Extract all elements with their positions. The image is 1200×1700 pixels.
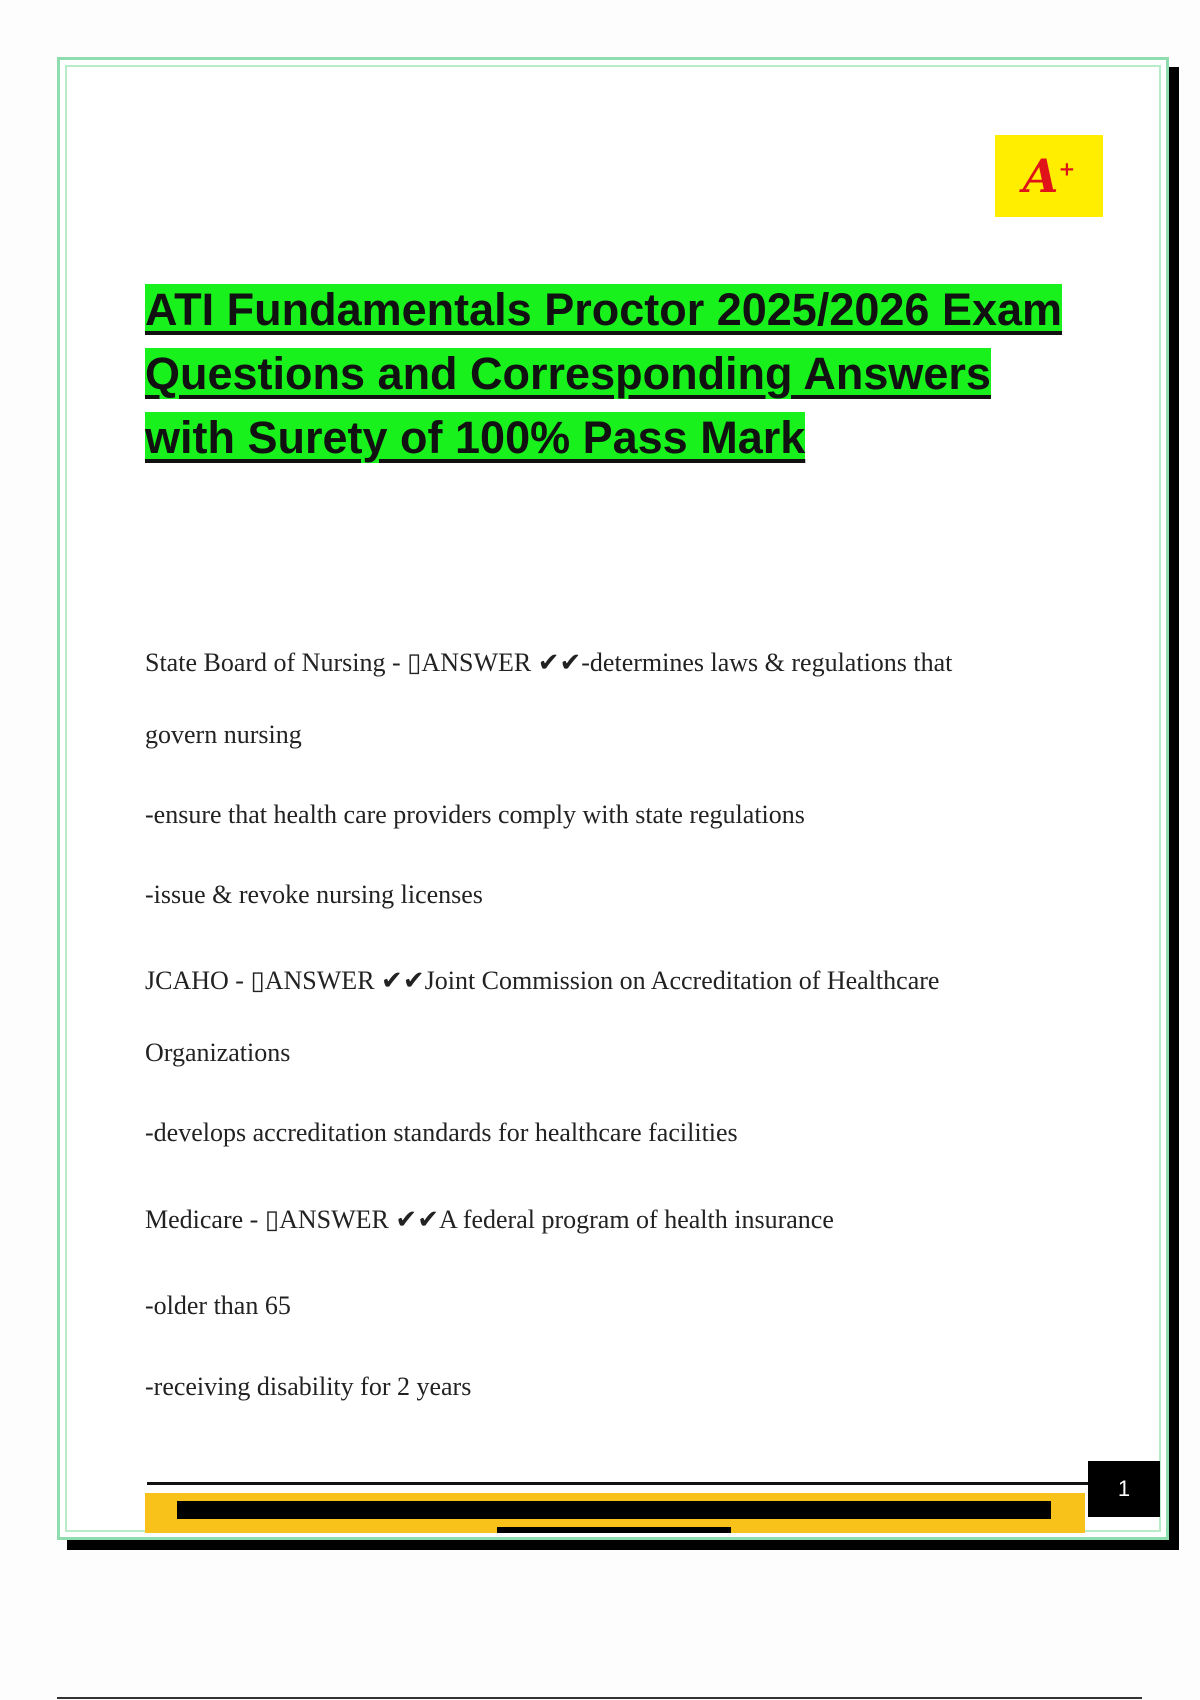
body-line: State Board of Nursing - ▯ANSWER ✔✔-determines laws & regulations that bbox=[145, 648, 953, 677]
body-line: govern nursing bbox=[145, 720, 302, 749]
page-number: 1 bbox=[1088, 1461, 1160, 1517]
body-line: Organizations bbox=[145, 1038, 291, 1067]
footer-bar-inner bbox=[177, 1501, 1051, 1519]
footer-decoration-bar bbox=[145, 1493, 1085, 1533]
page-shadow-right bbox=[1169, 67, 1179, 1550]
body-line: -older than 65 bbox=[145, 1291, 291, 1320]
body-line: Medicare - ▯ANSWER ✔✔A federal program of health insurance bbox=[145, 1205, 834, 1234]
bottom-rule bbox=[57, 1697, 1142, 1699]
body-line: JCAHO - ▯ANSWER ✔✔Joint Commission on Accreditation of Healthcare bbox=[145, 966, 940, 995]
footer-rule bbox=[147, 1482, 1091, 1485]
a-plus-logo bbox=[995, 135, 1103, 217]
body-line: -ensure that health care providers comply with state regulations bbox=[145, 800, 805, 829]
body-line: -receiving disability for 2 years bbox=[145, 1372, 472, 1401]
body-line: -issue & revoke nursing licenses bbox=[145, 880, 483, 909]
footer-bar-accent bbox=[497, 1527, 731, 1533]
page-shadow-bottom bbox=[67, 1540, 1179, 1550]
body-line: -develops accreditation standards for healthcare facilities bbox=[145, 1118, 738, 1147]
logo-icon: A+ bbox=[1022, 149, 1076, 203]
document-title: ATI Fundamentals Proctor 2025/2026 Exam Questions and Corresponding Answers with Surety of 100% Pass Mark bbox=[145, 284, 1063, 463]
